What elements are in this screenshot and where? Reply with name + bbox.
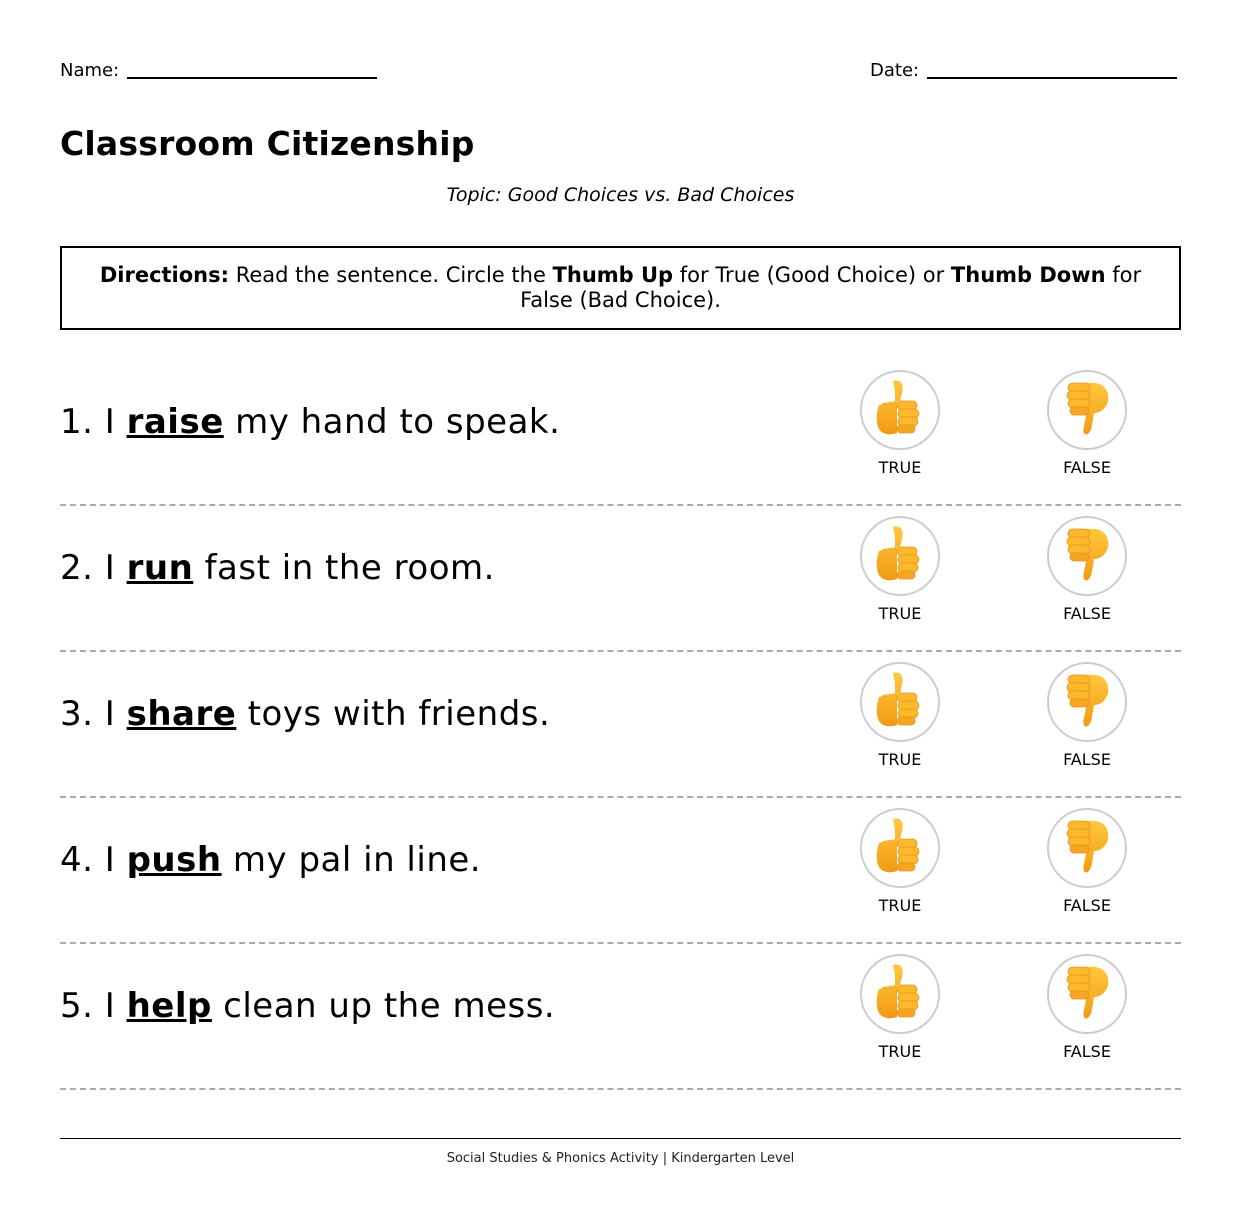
false-label: FALSE	[1063, 1042, 1111, 1061]
true-choice[interactable]	[845, 808, 955, 915]
page-title: Classroom Citizenship	[60, 124, 475, 163]
false-label: FALSE	[1063, 604, 1111, 623]
date-field	[870, 60, 1177, 81]
true-choice[interactable]	[845, 516, 955, 623]
question-sentence	[60, 694, 550, 734]
thumbs-down-icon	[1058, 523, 1116, 589]
directions-label: Directions:	[99, 263, 230, 287]
false-circle[interactable]	[1047, 370, 1127, 450]
false-circle[interactable]	[1047, 808, 1127, 888]
true-label: TRUE	[878, 604, 922, 623]
true-circle[interactable]	[860, 808, 940, 888]
thumbs-down-icon	[1058, 377, 1116, 443]
false-label: FALSE	[1063, 458, 1111, 477]
question-rest: my pal in line.	[221, 840, 482, 880]
question-row	[60, 360, 1181, 506]
thumbs-down-icon	[1058, 669, 1116, 735]
thumbs-up-icon	[871, 669, 929, 735]
name-blank-line[interactable]	[127, 77, 377, 79]
directions-text: Read the sentence. Circle the	[229, 263, 553, 287]
question-rest: fast in the room.	[193, 548, 495, 588]
thumbs-up-icon	[871, 523, 929, 589]
question-row	[60, 506, 1181, 652]
thumbs-up-icon	[871, 377, 929, 443]
false-choice[interactable]	[1032, 808, 1142, 915]
thumbs-up-icon	[871, 815, 929, 881]
thumbs-down-icon	[1058, 815, 1116, 881]
question-keyword: run	[126, 548, 194, 588]
name-label: Name:	[60, 60, 120, 81]
question-keyword: raise	[126, 402, 224, 442]
false-choice[interactable]	[1032, 370, 1142, 477]
false-circle[interactable]	[1047, 516, 1127, 596]
date-blank-line[interactable]	[927, 77, 1177, 79]
directions-thumb-down: Thumb Down	[950, 263, 1106, 287]
thumbs-up-icon	[871, 961, 929, 1027]
question-sentence	[60, 402, 560, 442]
true-circle[interactable]	[860, 954, 940, 1034]
question-sentence	[60, 986, 555, 1026]
false-choice[interactable]	[1032, 516, 1142, 623]
false-label: FALSE	[1063, 750, 1111, 769]
question-keyword: push	[126, 840, 222, 880]
false-label: FALSE	[1063, 896, 1111, 915]
question-row	[60, 944, 1181, 1090]
question-number: 1. I	[60, 402, 127, 442]
question-row	[60, 798, 1181, 944]
question-number: 3. I	[60, 694, 127, 734]
false-choice[interactable]	[1032, 954, 1142, 1061]
question-rest: my hand to speak.	[223, 402, 561, 442]
date-label: Date:	[870, 60, 920, 81]
directions-text: for False (Bad Choice).	[520, 263, 1142, 312]
question-keyword: share	[126, 694, 237, 734]
directions-thumb-up: Thumb Up	[552, 263, 674, 287]
true-choice[interactable]	[845, 370, 955, 477]
question-keyword: help	[126, 986, 212, 1026]
topic-subtitle: Topic: Good Choices vs. Bad Choices	[446, 184, 795, 206]
question-rest: clean up the mess.	[211, 986, 556, 1026]
thumbs-down-icon	[1058, 961, 1116, 1027]
false-circle[interactable]	[1047, 954, 1127, 1034]
true-label: TRUE	[878, 896, 922, 915]
true-label: TRUE	[878, 458, 922, 477]
false-circle[interactable]	[1047, 662, 1127, 742]
true-label: TRUE	[878, 750, 922, 769]
true-circle[interactable]	[860, 516, 940, 596]
true-circle[interactable]	[860, 370, 940, 450]
footer: Social Studies & Phonics Activity | Kindergarten Level	[60, 1138, 1181, 1166]
question-sentence	[60, 840, 481, 880]
true-choice[interactable]	[845, 662, 955, 769]
question-rest: toys with friends.	[236, 694, 551, 734]
false-choice[interactable]	[1032, 662, 1142, 769]
true-choice[interactable]	[845, 954, 955, 1061]
question-row	[60, 652, 1181, 798]
true-circle[interactable]	[860, 662, 940, 742]
name-field	[60, 60, 377, 81]
question-sentence	[60, 548, 495, 588]
directions-text: for True (Good Choice) or	[673, 263, 951, 287]
true-label: TRUE	[878, 1042, 922, 1061]
question-number: 5. I	[60, 986, 127, 1026]
question-number: 2. I	[60, 548, 127, 588]
directions-box	[60, 246, 1181, 330]
question-number: 4. I	[60, 840, 127, 880]
